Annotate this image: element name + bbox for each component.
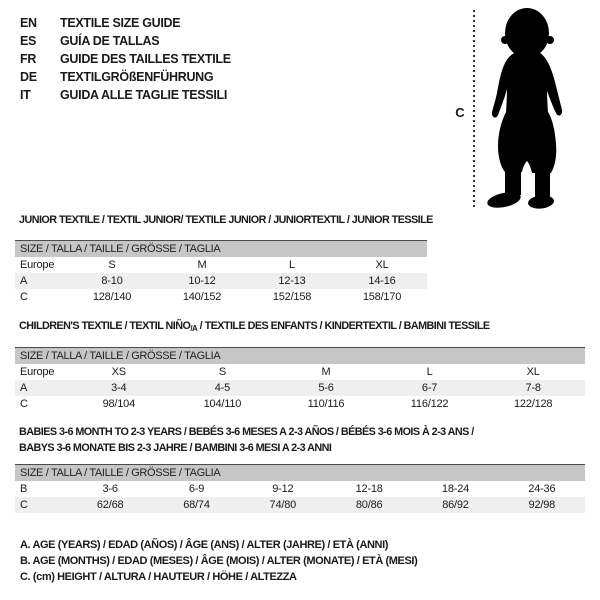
size-cell: 158/170 bbox=[362, 291, 402, 303]
table-row bbox=[15, 380, 585, 396]
size-cell: 128/140 bbox=[92, 291, 132, 303]
legend-line-c: C. (cm) HEIGHT / ALTURA / HAUTEUR / HÖHE / ALTEZZA bbox=[20, 571, 297, 583]
size-cell: M bbox=[321, 366, 331, 378]
row-label: A bbox=[20, 275, 28, 287]
junior-size-table bbox=[15, 213, 433, 305]
title-part: / TEXTILE DES ENFANTS / KINDERTEXTIL / BAMBINI TESSILE bbox=[197, 320, 490, 332]
table-row bbox=[15, 289, 427, 305]
size-cell: M bbox=[197, 259, 207, 271]
row-label: B bbox=[20, 483, 28, 495]
babies-size-table bbox=[15, 424, 585, 513]
size-cell: 122/128 bbox=[513, 398, 553, 410]
lang-label: GUÍA DE TALLAS bbox=[60, 34, 160, 48]
size-cell: 86/92 bbox=[442, 499, 469, 511]
size-cell: S bbox=[218, 366, 226, 378]
lang-code: ES bbox=[20, 34, 37, 48]
legend-line-a: A. AGE (YEARS) / EDAD (AÑOS) / ÂGE (ANS) / ALTER (JAHRE) / ETÀ (ANNI) bbox=[20, 539, 388, 551]
size-cell: 6-9 bbox=[188, 483, 205, 495]
lang-code: FR bbox=[20, 52, 37, 66]
size-cell: 12-18 bbox=[355, 483, 383, 495]
row-label: A bbox=[20, 382, 28, 394]
children-size-header-bar: SIZE / TALLA / TAILLE / GRÖSSE / TAGLIA bbox=[15, 347, 585, 364]
babies-size-header-bar: SIZE / TALLA / TAILLE / GRÖSSE / TAGLIA bbox=[15, 464, 585, 481]
row-label: Europe bbox=[20, 366, 55, 378]
lang-label: GUIDE DES TAILLES TEXTILE bbox=[60, 52, 231, 66]
table-row bbox=[15, 257, 427, 273]
size-cell: 14-16 bbox=[368, 275, 396, 287]
lang-label: GUIDA ALLE TAGLIE TESSILI bbox=[60, 88, 228, 102]
size-cell: 80/86 bbox=[355, 499, 383, 511]
size-cell: 4-5 bbox=[214, 382, 231, 394]
size-cell: L bbox=[289, 259, 295, 271]
size-cell: S bbox=[108, 259, 116, 271]
size-cell: XL bbox=[375, 259, 389, 271]
size-cell: XL bbox=[526, 366, 540, 378]
size-cell: 24-36 bbox=[528, 483, 556, 495]
height-dotted-line bbox=[473, 10, 475, 207]
row-label: C bbox=[20, 398, 28, 410]
lang-code: EN bbox=[20, 16, 37, 30]
size-cell: 110/116 bbox=[307, 398, 345, 410]
size-cell: 152/158 bbox=[272, 291, 312, 303]
size-cell: 8-10 bbox=[101, 275, 123, 287]
table-row bbox=[15, 396, 585, 412]
height-measure-label: C bbox=[455, 105, 465, 120]
size-cell: 18-24 bbox=[441, 483, 470, 495]
size-cell: XS bbox=[111, 366, 126, 378]
lang-code: IT bbox=[20, 88, 31, 102]
size-cell: 62/68 bbox=[96, 499, 124, 511]
lang-code: DE bbox=[20, 70, 37, 84]
size-cell: 3-4 bbox=[111, 382, 127, 394]
row-label: C bbox=[20, 499, 28, 511]
size-cell: 3-6 bbox=[102, 483, 118, 495]
babies-title-line-1: BABIES 3-6 MONTH TO 2-3 YEARS / BEBÉS 3-6 MESES A 2-3 AÑOS / BÉBÉS 3-6 MOIS À 2-3 ANS / bbox=[19, 426, 474, 438]
babies-title-line-2: BABYS 3-6 MONATE BIS 2-3 JAHRE / BAMBINI 3-6 MESI A 2-3 ANNI bbox=[19, 442, 332, 454]
row-label: Europe bbox=[20, 259, 55, 271]
size-cell: 12-13 bbox=[278, 275, 306, 287]
height-figure bbox=[0, 0, 600, 220]
size-cell: 92/98 bbox=[528, 499, 556, 511]
lang-label: TEXTILGRÖßENFÜHRUNG bbox=[60, 70, 214, 84]
table-row bbox=[15, 497, 585, 513]
table-row bbox=[15, 364, 585, 380]
babies-table-title bbox=[19, 424, 585, 456]
size-cell: 9-12 bbox=[272, 483, 294, 495]
junior-table-title: JUNIOR TEXTILE / TEXTIL JUNIOR/ TEXTILE JUNIOR / JUNIORTEXTIL / JUNIOR TESSILE bbox=[19, 214, 433, 226]
size-cell: 68/74 bbox=[183, 499, 210, 511]
title-subscript: /A bbox=[190, 324, 198, 333]
legend-line-b: B. AGE (MONTHS) / EDAD (MESES) / ÂGE (MOIS) / ALTER (MONATE) / ETÀ (MESI) bbox=[20, 555, 418, 567]
size-cell: 140/152 bbox=[182, 291, 222, 303]
size-cell: 10-12 bbox=[188, 275, 216, 287]
size-cell: 6-7 bbox=[421, 382, 438, 394]
title-part: CHILDREN'S TEXTILE / TEXTIL NIÑO bbox=[19, 320, 191, 332]
table-row bbox=[15, 481, 585, 497]
row-label: C bbox=[20, 291, 28, 303]
measure-legend bbox=[20, 537, 417, 585]
size-cell: 116/122 bbox=[410, 398, 449, 410]
table-row bbox=[15, 273, 427, 289]
size-cell: 98/104 bbox=[102, 398, 136, 410]
baby-silhouette-icon bbox=[480, 6, 575, 211]
junior-size-header-bar: SIZE / TALLA / TAILLE / GRÖSSE / TAGLIA bbox=[15, 240, 427, 257]
size-cell: 104/110 bbox=[203, 398, 242, 410]
size-cell: L bbox=[426, 366, 433, 378]
lang-label: TEXTILE SIZE GUIDE bbox=[60, 16, 181, 30]
size-cell: 74/80 bbox=[269, 499, 297, 511]
children-size-table bbox=[15, 319, 585, 412]
children-table-title bbox=[19, 319, 585, 333]
size-cell: 5-6 bbox=[318, 382, 334, 394]
size-cell: 7-8 bbox=[525, 382, 541, 394]
